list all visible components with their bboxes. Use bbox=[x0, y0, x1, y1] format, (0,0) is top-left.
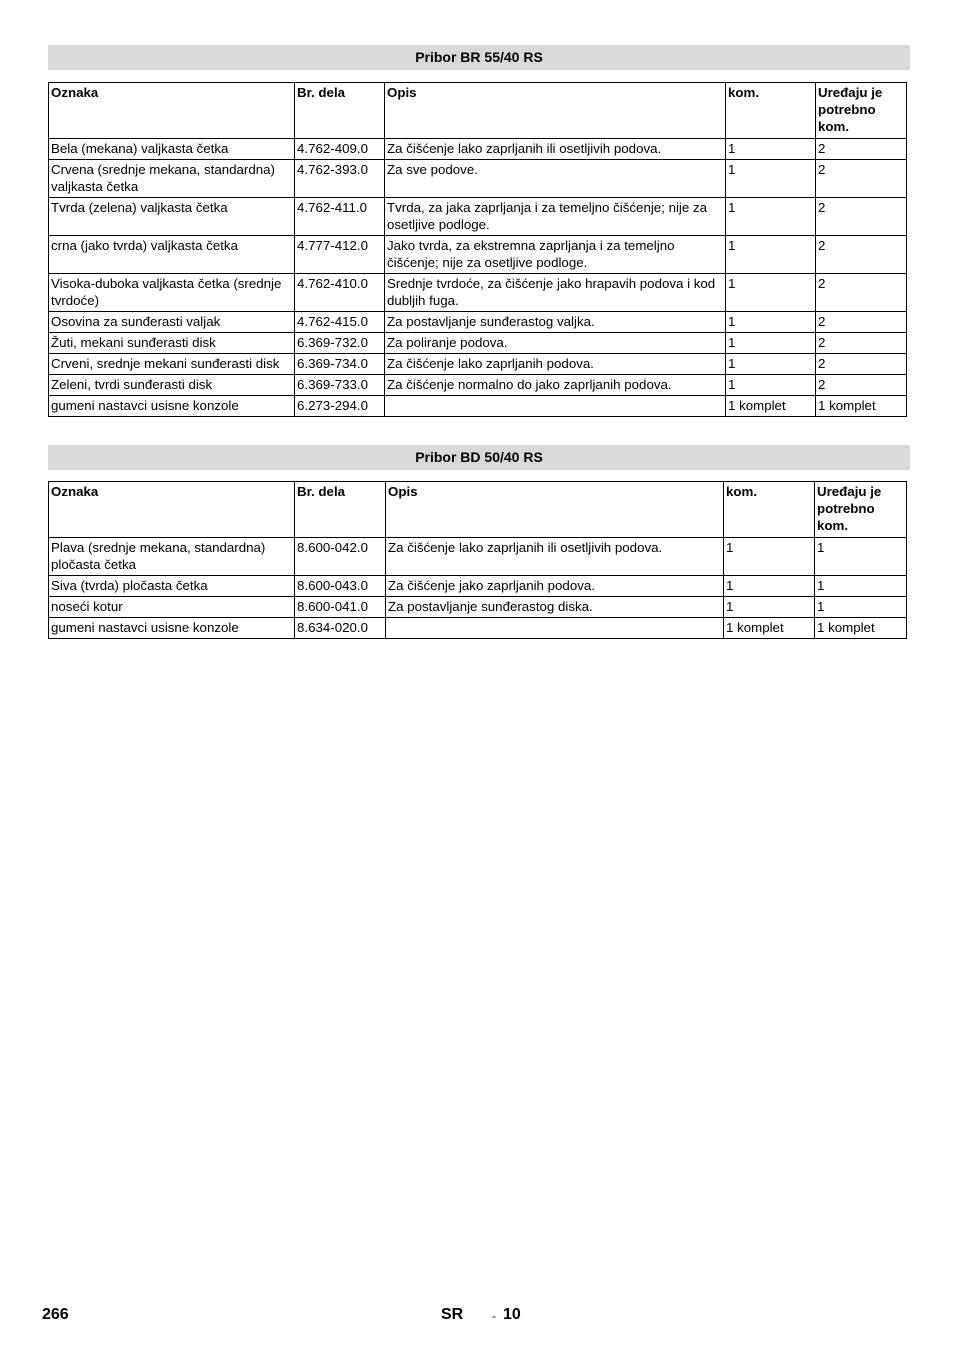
table-cell: 1 bbox=[726, 312, 816, 333]
table-cell bbox=[385, 396, 726, 417]
table-row bbox=[49, 618, 907, 639]
column-header: kom. bbox=[724, 482, 815, 538]
section-title-br: Pribor BR 55/40 RS bbox=[48, 45, 910, 70]
table-cell: Osovina za sunđerasti valjak bbox=[49, 312, 295, 333]
table-header-row bbox=[49, 482, 907, 538]
table-cell: 8.634-020.0 bbox=[295, 618, 386, 639]
table-cell: Za čišćenje lako zaprljanih ili osetljivih podova. bbox=[385, 139, 726, 160]
table-cell: 2 bbox=[816, 312, 907, 333]
table-cell: 8.600-043.0 bbox=[295, 576, 386, 597]
table-cell: 8.600-042.0 bbox=[295, 538, 386, 576]
table-cell: 1 bbox=[726, 139, 816, 160]
table-cell bbox=[386, 618, 724, 639]
table-cell: 1 bbox=[726, 274, 816, 312]
table-cell: 1 bbox=[815, 538, 907, 576]
table-header-row bbox=[49, 83, 907, 139]
table-cell: 4.762-410.0 bbox=[295, 274, 385, 312]
table-cell: Visoka-duboka valjkasta četka (srednje tvrdoće) bbox=[49, 274, 295, 312]
table-cell: noseći kotur bbox=[49, 597, 295, 618]
table-row bbox=[49, 597, 907, 618]
page-number: 266 bbox=[42, 1306, 69, 1323]
table-cell: crna (jako tvrda) valjkasta četka bbox=[49, 236, 295, 274]
table-cell: 1 komplet bbox=[726, 396, 816, 417]
column-header: Oznaka bbox=[49, 83, 295, 139]
table-row bbox=[49, 198, 907, 236]
table-cell: Za čišćenje jako zaprljanih podova. bbox=[386, 576, 724, 597]
table-cell: 2 bbox=[816, 160, 907, 198]
table-cell: 2 bbox=[816, 333, 907, 354]
table-cell: Plava (srednje mekana, standardna) pločasta četka bbox=[49, 538, 295, 576]
table-cell: Za čišćenje lako zaprljanih ili osetljivih podova. bbox=[386, 538, 724, 576]
table-cell: 1 bbox=[724, 576, 815, 597]
table-cell: 1 komplet bbox=[815, 618, 907, 639]
accessories-table-br bbox=[48, 82, 907, 417]
table-row bbox=[49, 538, 907, 576]
table-cell: 1 bbox=[726, 198, 816, 236]
table-row bbox=[49, 274, 907, 312]
table-cell: 6.369-733.0 bbox=[295, 375, 385, 396]
table-cell: Za sve podove. bbox=[385, 160, 726, 198]
table-row bbox=[49, 354, 907, 375]
table-cell: Siva (tvrda) pločasta četka bbox=[49, 576, 295, 597]
table-cell: Crvena (srednje mekana, standardna) valjkasta četka bbox=[49, 160, 295, 198]
table-cell: Za poliranje podova. bbox=[385, 333, 726, 354]
column-header: Opis bbox=[385, 83, 726, 139]
table-cell: Zeleni, tvrdi sunđerasti disk bbox=[49, 375, 295, 396]
table-cell: 2 bbox=[816, 198, 907, 236]
column-header: kom. bbox=[726, 83, 816, 139]
section-title-bd: Pribor BD 50/40 RS bbox=[48, 445, 910, 470]
table-cell: Jako tvrda, za ekstremna zaprljanja i za temeljno čišćenje; nije za osetljive podloge. bbox=[385, 236, 726, 274]
table-cell: Žuti, mekani sunđerasti disk bbox=[49, 333, 295, 354]
table-row bbox=[49, 236, 907, 274]
column-header: Oznaka bbox=[49, 482, 295, 538]
table-cell: Crveni, srednje mekani sunđerasti disk bbox=[49, 354, 295, 375]
table-row bbox=[49, 160, 907, 198]
table-cell: 2 bbox=[816, 354, 907, 375]
table-cell: 1 bbox=[815, 597, 907, 618]
table-cell: 1 bbox=[815, 576, 907, 597]
table-cell: Za postavljanje sunđerastog diska. bbox=[386, 597, 724, 618]
column-header: Br. dela bbox=[295, 482, 386, 538]
table-row bbox=[49, 333, 907, 354]
table-cell: 4.762-409.0 bbox=[295, 139, 385, 160]
accessories-table-bd bbox=[48, 481, 907, 639]
table-cell: 4.762-411.0 bbox=[295, 198, 385, 236]
table-cell: 1 komplet bbox=[816, 396, 907, 417]
table-row bbox=[49, 375, 907, 396]
table-cell: 1 bbox=[726, 333, 816, 354]
table-cell: Tvrda (zelena) valjkasta četka bbox=[49, 198, 295, 236]
sub-page-number: 10 bbox=[503, 1306, 521, 1323]
table-cell: 2 bbox=[816, 274, 907, 312]
column-header: Uređaju je potrebno kom. bbox=[815, 482, 907, 538]
table-row bbox=[49, 576, 907, 597]
table-cell: Tvrda, za jaka zaprljanja i za temeljno čišćenje; nije za osetljive podloge. bbox=[385, 198, 726, 236]
table-row bbox=[49, 139, 907, 160]
footer-dash: - bbox=[492, 1309, 496, 1323]
table-cell: 1 bbox=[726, 354, 816, 375]
table-cell: 2 bbox=[816, 375, 907, 396]
table-cell: 6.369-732.0 bbox=[295, 333, 385, 354]
table-cell: 1 bbox=[724, 538, 815, 576]
table-cell: 8.600-041.0 bbox=[295, 597, 386, 618]
table-cell: 1 komplet bbox=[724, 618, 815, 639]
table-cell: Za čišćenje lako zaprljanih podova. bbox=[385, 354, 726, 375]
table-cell: 2 bbox=[816, 139, 907, 160]
table-cell: gumeni nastavci usisne konzole bbox=[49, 396, 295, 417]
table-cell: Za čišćenje normalno do jako zaprljanih podova. bbox=[385, 375, 726, 396]
column-header: Opis bbox=[386, 482, 724, 538]
table-cell: Za postavljanje sunđerastog valjka. bbox=[385, 312, 726, 333]
column-header: Br. dela bbox=[295, 83, 385, 139]
table-cell: 1 bbox=[726, 375, 816, 396]
table-cell: 6.273-294.0 bbox=[295, 396, 385, 417]
table-cell: 1 bbox=[726, 236, 816, 274]
table-cell: 2 bbox=[816, 236, 907, 274]
table-cell: 1 bbox=[726, 160, 816, 198]
table-cell: 6.369-734.0 bbox=[295, 354, 385, 375]
column-header: Uređaju je potrebno kom. bbox=[816, 83, 907, 139]
table-cell: 4.762-393.0 bbox=[295, 160, 385, 198]
table-row bbox=[49, 396, 907, 417]
table-cell: 4.762-415.0 bbox=[295, 312, 385, 333]
table-cell: Srednje tvrdoće, za čišćenje jako hrapavih podova i kod dubljih fuga. bbox=[385, 274, 726, 312]
table-cell: 4.777-412.0 bbox=[295, 236, 385, 274]
table-cell: Bela (mekana) valjkasta četka bbox=[49, 139, 295, 160]
table-cell: 1 bbox=[724, 597, 815, 618]
table-row bbox=[49, 312, 907, 333]
table-cell: gumeni nastavci usisne konzole bbox=[49, 618, 295, 639]
language-code: SR bbox=[441, 1306, 464, 1323]
